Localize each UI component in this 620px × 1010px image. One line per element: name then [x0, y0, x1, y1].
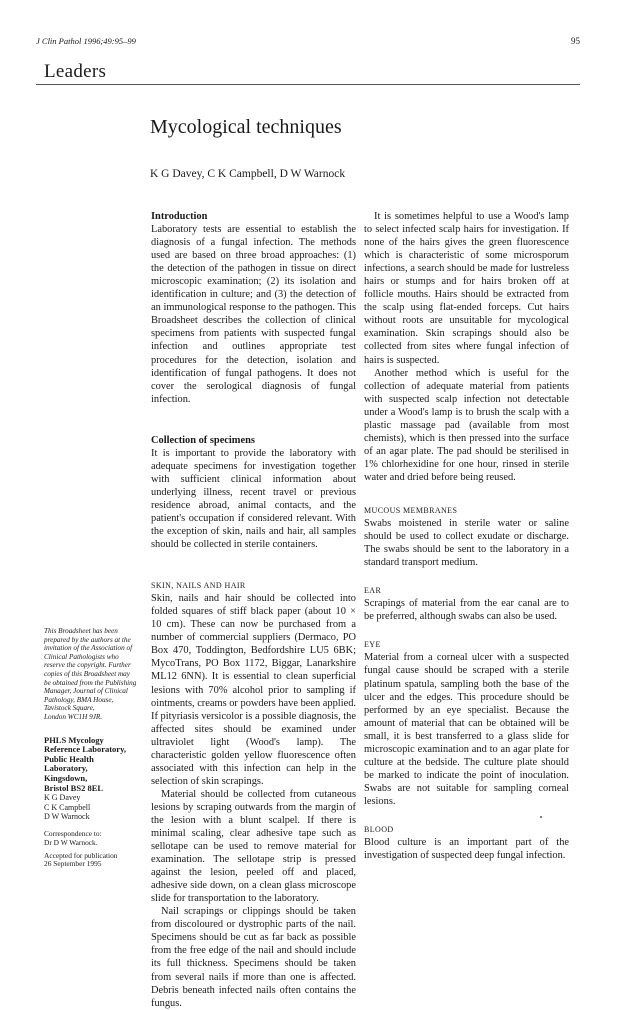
lab-address	[44, 736, 144, 794]
note-line: Clinical Pathologists who	[44, 652, 119, 661]
accepted-line: Accepted for publication	[44, 850, 118, 860]
page-number: 95	[571, 36, 580, 46]
heading-skin-nails-hair: SKIN, NAILS AND HAIR	[151, 581, 246, 591]
heading-collection: Collection of specimens	[151, 434, 255, 446]
author-name: C K Campbell	[44, 802, 91, 812]
correspondence-line: Dr D W Warnock.	[44, 837, 98, 847]
paragraph-skin-1: Skin, nails and hair should be collected into folded squares of stiff black paper (about 10 × 10 cm). These can now be purchased from a number of commercial suppliers (Dermaco, PO Box 470, Toddington, Bedfordshire LU5 6BK; MycoTrans, PO Box 1172, Biggar, Lanarkshire ML12 6NN). It is essential to clean superficial lesions with 70% alcohol prior to sampling if ointments, creams or powders have been applied. If pityriasis versicolor is a possible diagnosis, the affected sites should be examined under ultraviolet light (Wood's lamp). The characteristic golden yellow fluorescence often associated with this infection can help in the selection of skin scrapings.	[151, 593, 356, 787]
lab-line: Bristol BS2 8EL	[44, 782, 104, 793]
paragraph-skin-2: Material should be collected from cutaneous lesions by scraping outwards from the margin of the lesion with a blunt scalpel. If there is minimal scaling, clear adhesive tape such as sellotape can be used to remove material for examination. The sellotape strip is pressed against the lesion, peeled off and placed, adhesive side down, on a clean glass microscope slide for transportation to the laboratory.	[151, 788, 356, 905]
heading-blood: BLOOD	[364, 824, 394, 834]
heading-eye: EYE	[364, 640, 381, 650]
lab-line: Public Health	[44, 753, 94, 764]
section-title: Leaders	[44, 61, 107, 82]
body-column-left	[151, 210, 356, 1010]
paragraph-collection: It is important to provide the laboratory with adequate specimens for investigation together with sufficient clinical information about underlying illness, recent travel or previous residence abroad, animal contacts, and the patient's occupation if considered relevant. With the exception of skin, nails and hair, all samples should be collected in sterile containers.	[151, 447, 356, 551]
header-rule	[36, 84, 580, 85]
accepted-line: 26 September 1995	[44, 859, 102, 869]
lab-line: Laboratory,	[44, 763, 88, 774]
note-line: prepared by the authors at the	[44, 635, 131, 644]
paragraph-mucous: Swabs moistened in sterile water or saline should be used to collect exudate or discharge. The swabs should be sent to the laboratory in a standard transport medium.	[364, 518, 569, 569]
paragraph-skin-3: Nail scrapings or clippings should be taken from discoloured or dystrophic parts of the nail. Specimens should be cut as far back as possible from the free edge of the nail and should include its full thickness. Specimens should be taken from several nails if more than one is affected. Debris beneath infected nails often contains the fungus.	[151, 906, 356, 1009]
broadsheet-note	[44, 627, 144, 722]
sidebar-notes	[44, 627, 144, 869]
lab-line: PHLS Mycology	[44, 734, 104, 745]
note-line: invitation of the Association of	[44, 644, 133, 653]
paragraph-ear: Scrapings of material from the ear canal are to be preferred, although swabs can also be used.	[364, 598, 569, 623]
lab-line: Reference Laboratory,	[44, 744, 126, 755]
correspondence	[44, 830, 144, 847]
note-line: Manager, Journal of Clinical	[44, 687, 128, 696]
correspondence-line: Correspondence to:	[44, 829, 102, 839]
heading-introduction: Introduction	[151, 211, 208, 222]
journal-reference: J Clin Pathol 1996;49:95–99	[36, 36, 136, 46]
author-names	[44, 793, 144, 821]
paragraph-blood: Blood culture is an important part of the investigation of suspected deep fungal infection.	[364, 837, 569, 862]
note-line: Pathology, BMA House,	[44, 695, 114, 704]
paragraph-introduction: Laboratory tests are essential to establish the diagnosis of a fungal infection. The methods used are based on three broad approaches: (1) the detection of the pathogen in tissue on direct microscopic examination; (2) its isolation and identification in culture; and (3) the detection of an immunological response to the pathogen. This Broadsheet describes the collection of clinical specimens from patients with suspected fungal infection and outlines appropriate test procedures for the detection, isolation and identification of fungal pathogens. It does not cover the serological diagnosis of fungal infection.	[151, 224, 356, 405]
note-line: London WC1H 9JR.	[44, 712, 103, 721]
author-name: K G Davey	[44, 793, 81, 803]
note-line: be obtained from the Publishing	[44, 678, 137, 687]
heading-mucous-membranes: MUCOUS MEMBRANES	[364, 505, 458, 515]
paragraph-eye: Material from a corneal ulcer with a suspected fungal cause should be scraped with a sterile platinum spatula, sampling both the base of the ulcer and the edges. This procedure should be performed by an eye specialist. Because the amount of material that can be obtained will be small, it is best transferred to a glass slide for microscopic examination and to an agar plate for culture at the bedside. The culture plate should be marked to indicate the point of inoculation. Swabs are not suitable for sampling corneal lesions.	[364, 652, 569, 807]
note-line: reserve the copyright. Further	[44, 661, 131, 670]
note-line: This Broadsheet has been	[44, 627, 118, 635]
body-column-right	[364, 210, 569, 862]
article-title: Mycological techniques	[150, 116, 342, 138]
stray-dot	[540, 816, 542, 818]
accepted-date	[44, 852, 144, 869]
article-authors: K G Davey, C K Campbell, D W Warnock	[150, 168, 346, 180]
note-line: Tavistock Square,	[44, 704, 95, 713]
paragraph-skin-4: It is sometimes helpful to use a Wood's lamp to select infected scalp hairs for investigation. If none of the hairs gives the green fluorescence which is characteristic of some microsporum infections, a search should be made for lustreless hairs or stumps and for hairs broken off at follicle mouths. Hairs should be extracted from the scalp using flat-ended forceps. Cut hairs without roots are unsuitable for mycological examination. Skin scrapings should also be collected from sites where fungal infection of hairs is suspected.	[364, 211, 569, 366]
heading-ear: EAR	[364, 586, 382, 596]
paragraph-skin-5: Another method which is useful for the collection of adequate material from patients with suspected scalp infection not detectable under a Wood's lamp is to brush the scalp with a plastic massage pad (available from most chemists), which is then pressed into the surface of an agar plate. The pad should be sterilised in 1% chlorhexidine for one hour, rinsed in sterile water and dried before being reused.	[364, 367, 569, 483]
lab-line: Kingsdown,	[44, 772, 88, 783]
note-line: copies of this Broadsheet may	[44, 669, 130, 678]
author-name: D W Warnock	[44, 811, 90, 821]
